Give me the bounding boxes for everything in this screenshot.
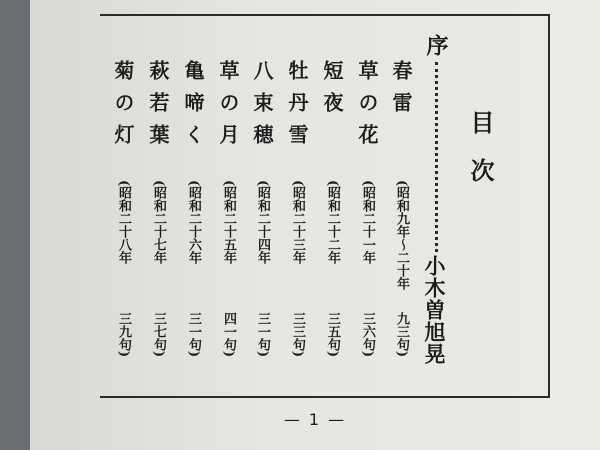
chapter-count: 四一句) — [221, 312, 236, 358]
chapter-years: (昭和二十七年 — [151, 180, 166, 265]
chapter-years: (昭和二十一年 — [360, 180, 375, 265]
chapter-title: 牡丹雪 — [285, 60, 309, 156]
chapter-years: (昭和二十五年 — [221, 180, 236, 265]
chapter-count: 三五句) — [325, 312, 340, 358]
preface-author: 小木曽旭晃 — [422, 255, 447, 365]
chapter-title: 草の月 — [216, 60, 240, 156]
page-title: 目次 — [466, 110, 495, 206]
chapter-count: 三三句) — [290, 312, 305, 358]
chapter-count: 三六句) — [360, 312, 375, 358]
chapter-years: (昭和二十四年 — [255, 180, 270, 265]
chapter-title: 春雷 — [389, 60, 413, 124]
chapter-count: 九三句) — [394, 312, 409, 358]
chapter-count: 三一句) — [255, 312, 270, 358]
chapter-title: 八束穂 — [250, 60, 274, 156]
chapter-years: (昭和二十三年 — [290, 180, 305, 265]
page-number: — 1 — — [283, 410, 347, 429]
book-page — [30, 0, 600, 450]
chapter-title: 草の花 — [355, 60, 379, 156]
chapter-title: 短夜 — [320, 60, 344, 124]
chapter-years: (昭和二十二年 — [325, 180, 340, 265]
preface-heading: 序 — [423, 34, 449, 56]
chapter-title: 萩若葉 — [146, 60, 170, 156]
chapter-count: 三九句) — [116, 312, 131, 358]
chapter-years: (昭和二十八年 — [116, 180, 131, 265]
chapter-years: (昭和九年〜二十年 — [394, 180, 409, 291]
leader-dots — [435, 62, 438, 252]
chapter-count: 三七句) — [151, 312, 166, 358]
chapter-count: 三一句) — [186, 312, 201, 358]
chapter-years: (昭和二十六年 — [186, 180, 201, 265]
chapter-title: 菊の灯 — [111, 60, 135, 156]
chapter-title: 亀啼く — [181, 60, 205, 156]
